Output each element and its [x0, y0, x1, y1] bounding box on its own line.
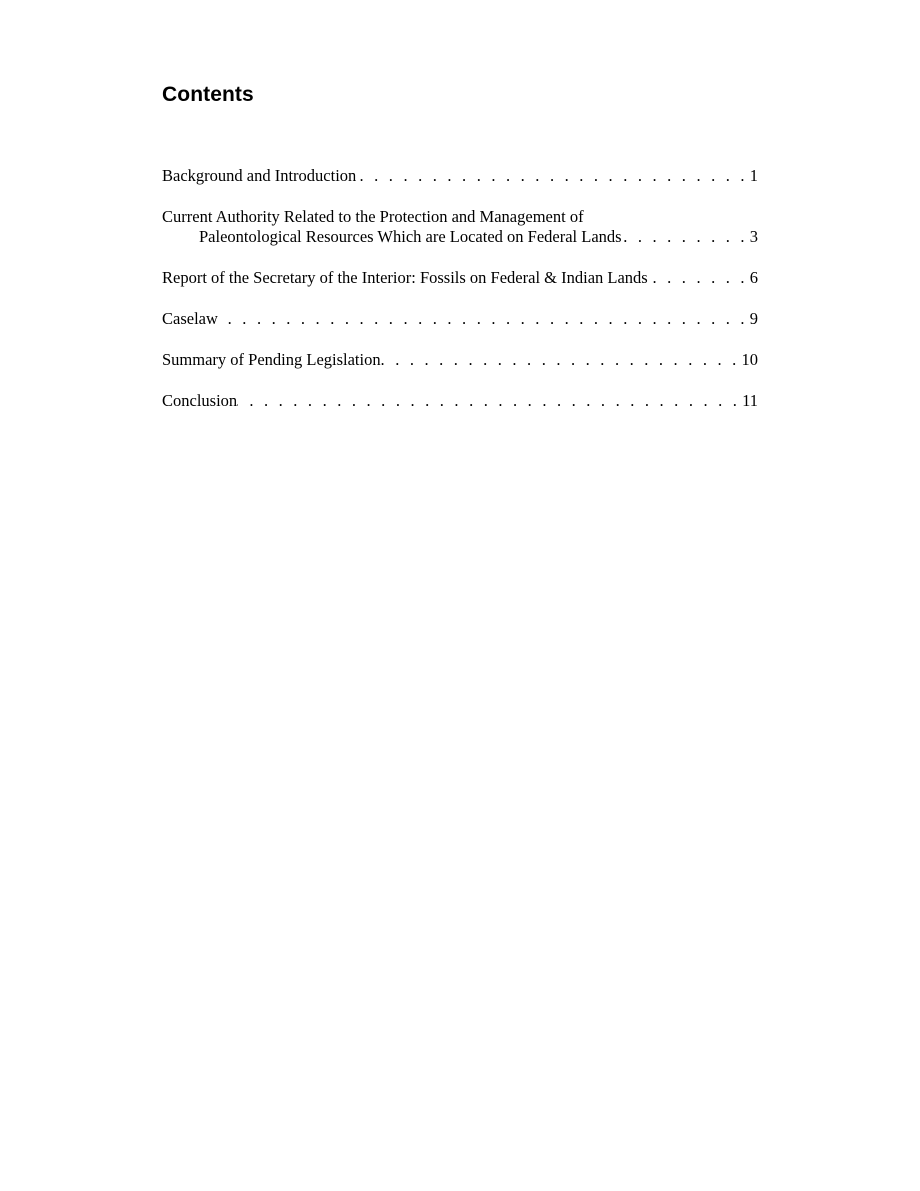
toc-entry-line: [162, 268, 758, 288]
toc-entry-caselaw[interactable]: [162, 309, 758, 329]
toc-entry-title: Conclusion: [162, 391, 238, 410]
toc-entry-line: [162, 350, 758, 370]
toc-entry-page-number: 11: [742, 391, 758, 410]
toc-entry-line: [162, 391, 758, 411]
dot-leader: [237, 391, 742, 411]
toc-entry-page-number: 1: [749, 166, 758, 185]
table-of-contents: [162, 166, 758, 411]
toc-entry-conclusion[interactable]: [162, 391, 758, 411]
toc-entry-title: Report of the Secretary of the Interior: Fossils on Federal & Indian Lands: [162, 268, 648, 287]
dot-leader: [356, 166, 749, 186]
document-page: [162, 82, 758, 432]
toc-entry-page-number: 6: [749, 268, 758, 287]
toc-entry-title: Background and Introduction: [162, 166, 357, 185]
toc-entry-background-and-introduction[interactable]: [162, 166, 758, 186]
toc-entry-title-continuation: Paleontological Resources Which are Located on Federal Lands: [199, 227, 622, 246]
toc-entry-report-of-the-secretary[interactable]: [162, 268, 758, 288]
toc-entry-page-number: 3: [749, 227, 758, 246]
toc-entry-title: Current Authority Related to the Protection and Management of: [162, 207, 584, 226]
toc-entry-line: [162, 207, 758, 227]
toc-entry-page-number: 10: [741, 350, 758, 369]
toc-entry-summary-of-pending-legislation[interactable]: [162, 350, 758, 370]
dot-leader: [381, 350, 742, 370]
dot-leader: [648, 268, 750, 288]
dot-leader: [622, 227, 750, 247]
toc-entry-title: Caselaw: [162, 309, 218, 328]
toc-entry-line: [162, 166, 758, 186]
contents-heading: Contents: [162, 83, 254, 106]
toc-entry-current-authority[interactable]: [162, 207, 758, 247]
toc-entry-line-continuation: [162, 227, 758, 247]
dot-leader: [218, 309, 750, 329]
toc-entry-line: [162, 309, 758, 329]
toc-entry-title: Summary of Pending Legislation: [162, 350, 381, 369]
toc-entry-page-number: 9: [749, 309, 758, 328]
